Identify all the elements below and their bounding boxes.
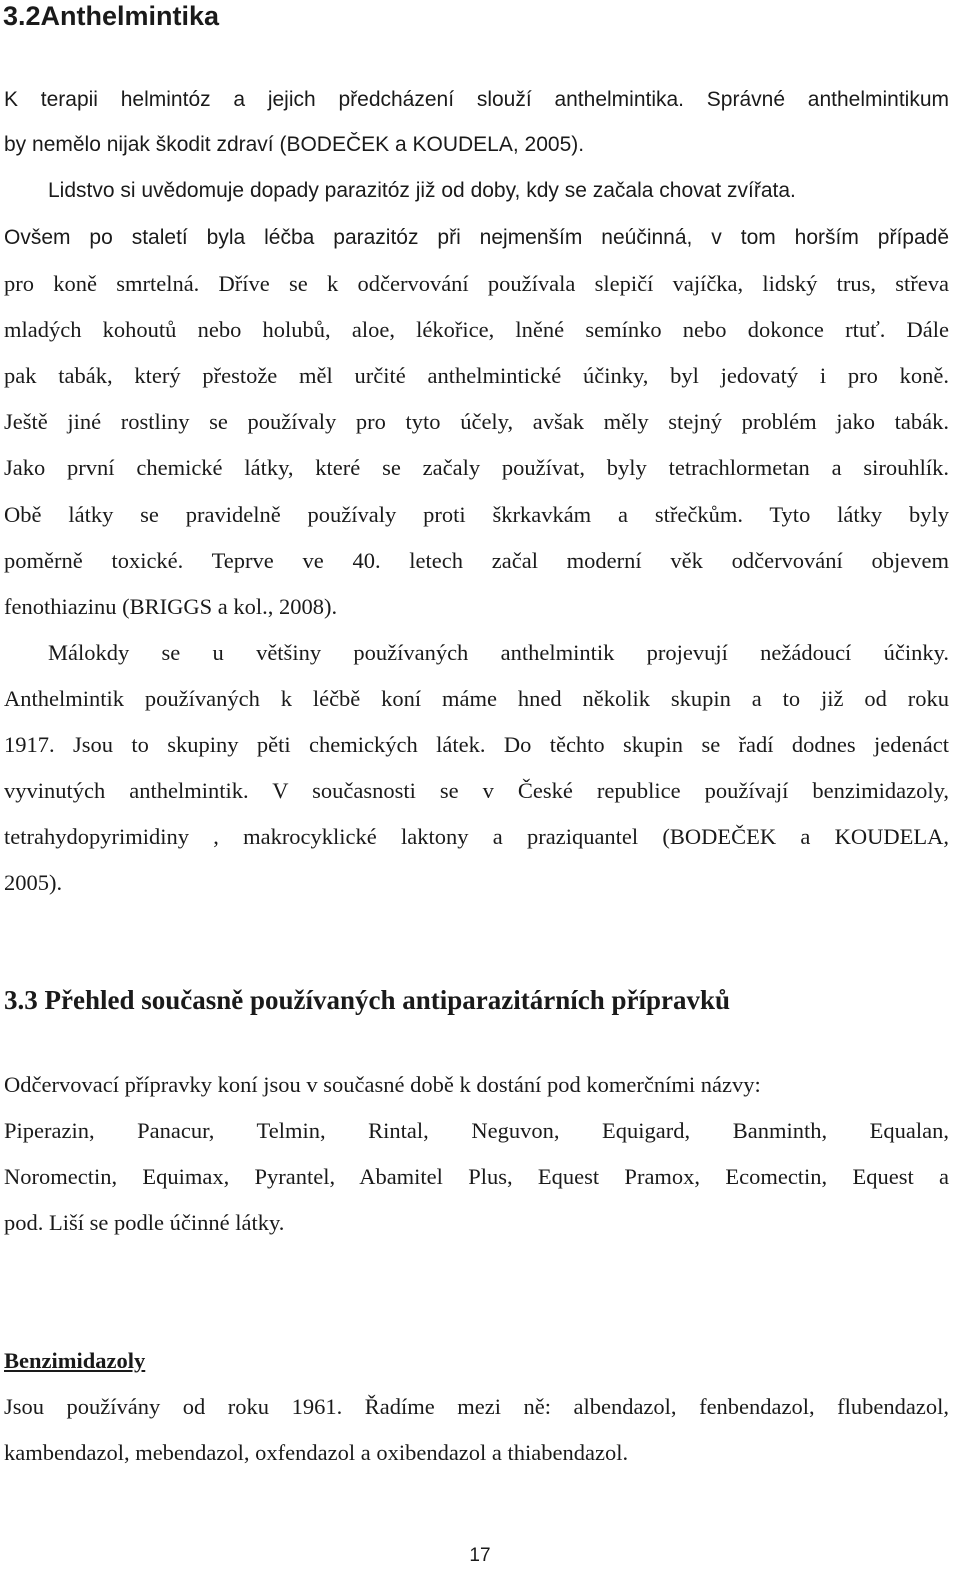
section-heading-3-3: 3.3 Přehled současně používaných antiparazitárních přípravků xyxy=(4,985,731,1015)
paragraph5-line: kambendazol, mebendazol, oxfendazol a oxibendazol a thiabendazol. xyxy=(4,1440,629,1465)
paragraph1-line: K terapii helmintóz a jejich předcházení slouží anthelmintika. Správné anthelmintikum xyxy=(4,88,949,111)
page-number: 17 xyxy=(469,1545,491,1566)
paragraph3-line: Málokdy se u většiny používaných anthelmintik projevují nežádoucí účinky. xyxy=(48,640,949,665)
paragraph3-line: vyvinutých anthelmintik. V současnosti se v České republice používají benzimidazoly, xyxy=(4,778,949,803)
paragraph2-line: Ovšem po staletí byla léčba parazitóz při nejmenším neúčinná, v tom horším případě xyxy=(4,226,949,249)
paragraph2-line: Jako první chemické látky, které se začaly používat, byly tetrachlormetan a sirouhlík. xyxy=(4,455,949,480)
paragraph3-line: 2005). xyxy=(4,870,63,895)
paragraph5-line: Jsou používány od roku 1961. Řadíme mezi ně: albendazol, fenbendazol, flubendazol, xyxy=(4,1394,949,1419)
paragraph4-line: Noromectin, Equimax, Pyrantel, Abamitel Plus, Equest Pramox, Ecomectin, Equest a xyxy=(4,1164,949,1189)
paragraph1-line: by nemělo nijak škodit zdraví (BODEČEK a KOUDELA, 2005). xyxy=(4,133,585,156)
subheading-benzimidazoly: Benzimidazoly xyxy=(4,1348,146,1373)
section-heading-3-2: 3.2Anthelmintika xyxy=(3,1,220,31)
paragraph3-line: Anthelmintik používaných k léčbě koní máme hned několik skupin a to již od roku xyxy=(4,686,949,711)
paragraph2-line: poměrně toxické. Teprve ve 40. letech začal moderní věk odčervování objevem xyxy=(4,548,949,573)
paragraph3-line: 1917. Jsou to skupiny pěti chemických látek. Do těchto skupin se řadí dodnes jedenáct xyxy=(4,732,949,757)
paragraph2-line: Lidstvo si uvědomuje dopady parazitóz již od doby, kdy se začala chovat zvířata. xyxy=(48,179,796,202)
paragraph2-line: mladých kohoutů nebo holubů, aloe, lékořice, lněné semínko nebo dokonce rtuť. Dále xyxy=(4,317,949,342)
paragraph2-line: pak tabák, který přestože měl určité anthelmintické účinky, byl jedovatý i pro koně. xyxy=(4,363,949,388)
paragraph2-line: Obě látky se pravidelně používaly proti škrkavkám a střečkům. Tyto látky byly xyxy=(4,502,949,527)
paragraph2-line: Ještě jiné rostliny se používaly pro tyto účely, avšak měly stejný problém jako tabák. xyxy=(4,409,949,434)
paragraph4-line: Odčervovací přípravky koní jsou v současné době k dostání pod komerčními názvy: xyxy=(4,1072,761,1097)
paragraph2-line: fenothiazinu (BRIGGS a kol., 2008). xyxy=(4,594,338,619)
paragraph2-line: pro koně smrtelná. Dříve se k odčervování používala slepičí vajíčka, lidský trus, střeva xyxy=(4,271,949,296)
paragraph3-line: tetrahydopyrimidiny , makrocyklické laktony a praziquantel (BODEČEK a KOUDELA, xyxy=(4,824,949,849)
paragraph4-line: pod. Liší se podle účinné látky. xyxy=(4,1210,285,1235)
paragraph4-line: Piperazin, Panacur, Telmin, Rintal, Neguvon, Equigard, Banminth, Equalan, xyxy=(4,1118,949,1143)
